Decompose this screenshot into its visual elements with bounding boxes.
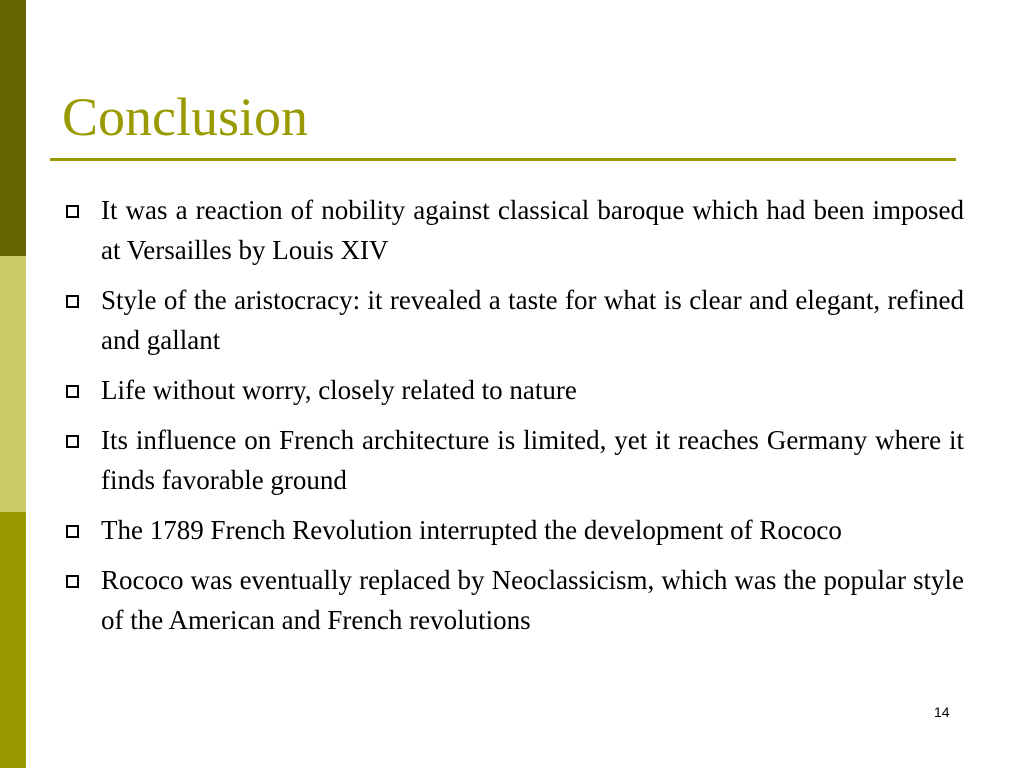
bullet-text: It was a reaction of nobility against classical baroque which had been imposed at Versailles by Louis XIV bbox=[101, 195, 964, 265]
side-bar-bottom bbox=[0, 512, 26, 768]
side-bar-middle bbox=[0, 256, 26, 512]
square-bullet-icon bbox=[66, 295, 79, 308]
square-bullet-icon bbox=[66, 205, 79, 218]
bullet-text: The 1789 French Revolution interrupted the development of Rococo bbox=[101, 515, 842, 545]
bullet-item-5 bbox=[66, 510, 964, 550]
bullet-text: Its influence on French architecture is limited, yet it reaches Germany where it finds favorable ground bbox=[101, 425, 964, 495]
bullet-item-6 bbox=[66, 560, 964, 640]
bullet-item-1 bbox=[66, 190, 964, 270]
bullet-item-4 bbox=[66, 420, 964, 500]
slide-title: Conclusion bbox=[62, 87, 309, 147]
bullet-text: Style of the aristocracy: it revealed a taste for what is clear and elegant, refined and gallant bbox=[101, 285, 964, 355]
bullet-item-2 bbox=[66, 280, 964, 360]
page-number: 14 bbox=[934, 704, 950, 720]
side-bar-top bbox=[0, 0, 26, 256]
bullet-item-3 bbox=[66, 370, 964, 410]
bullet-text: Rococo was eventually replaced by Neoclassicism, which was the popular style of the American and French revolutions bbox=[101, 565, 964, 635]
square-bullet-icon bbox=[66, 575, 79, 588]
square-bullet-icon bbox=[66, 525, 79, 538]
title-divider bbox=[50, 158, 956, 161]
square-bullet-icon bbox=[66, 385, 79, 398]
bullet-list bbox=[66, 190, 964, 650]
bullet-text: Life without worry, closely related to nature bbox=[101, 375, 577, 405]
square-bullet-icon bbox=[66, 435, 79, 448]
